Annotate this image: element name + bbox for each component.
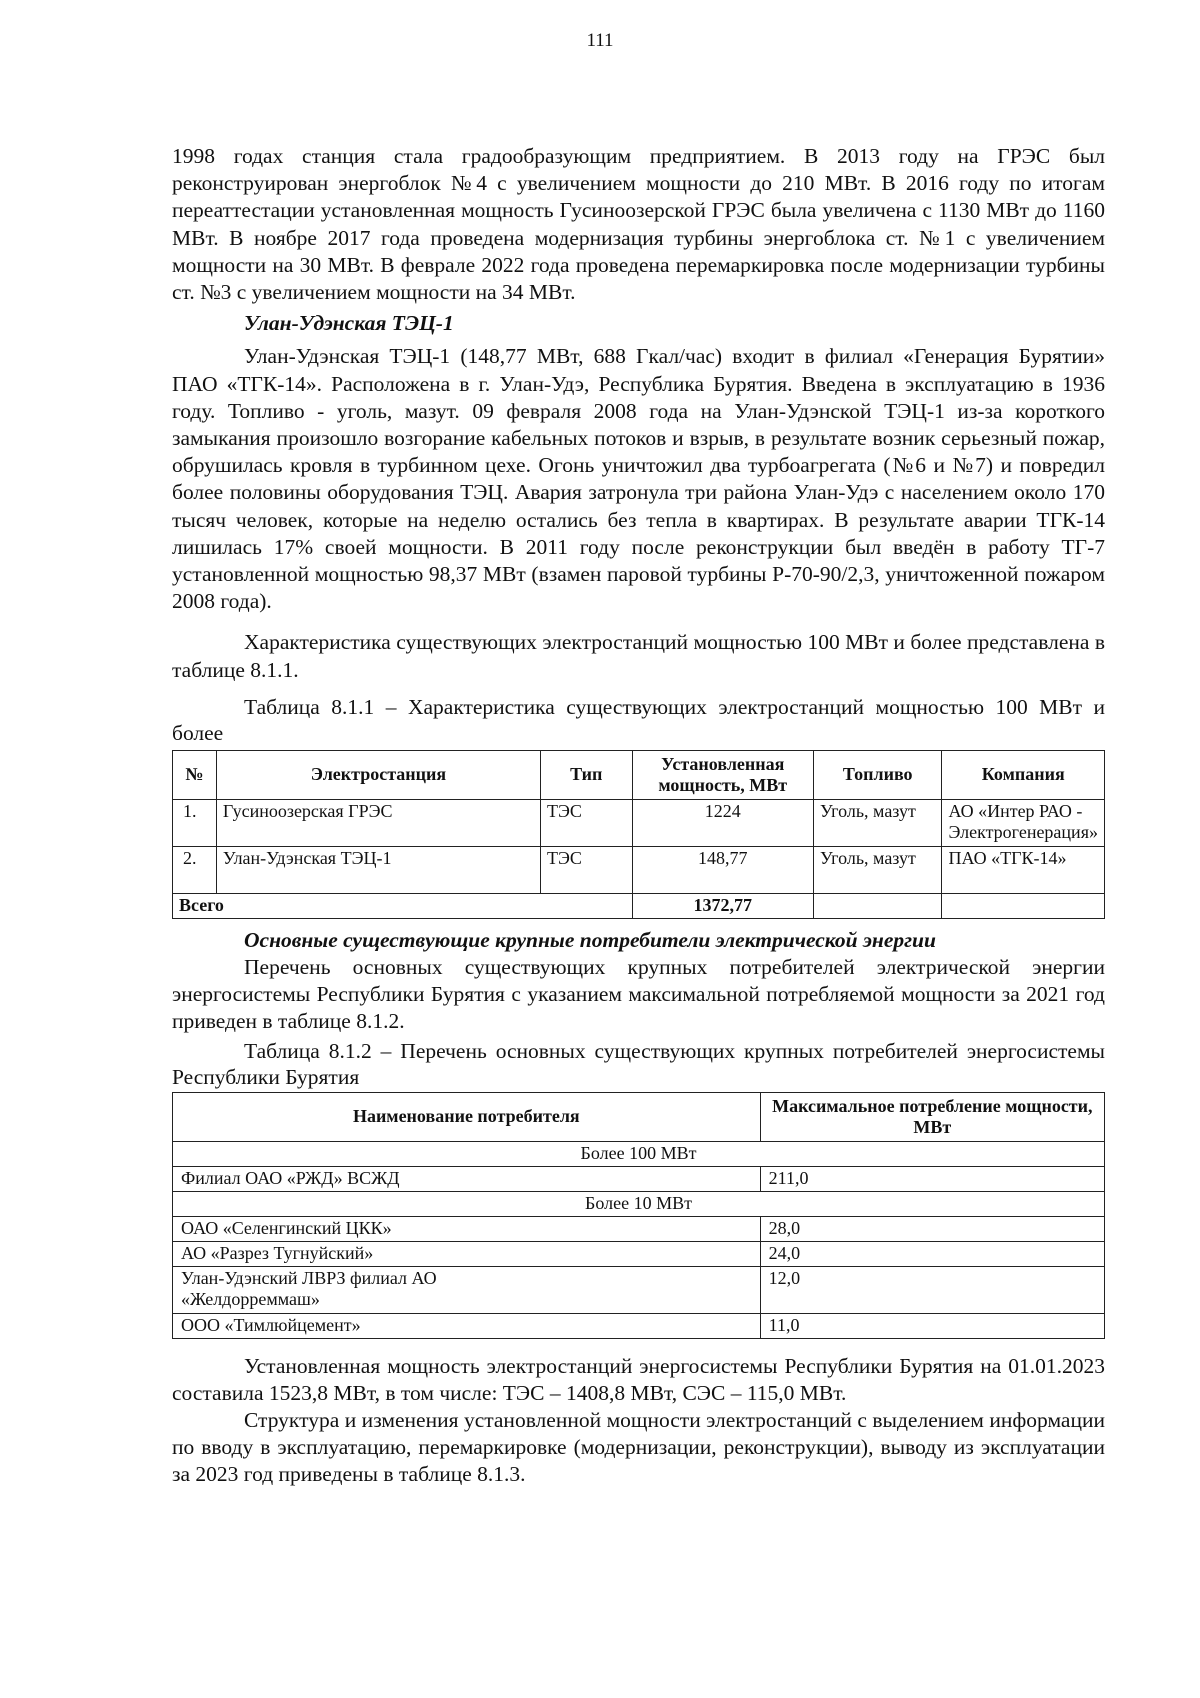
power-stations-table bbox=[172, 750, 1105, 919]
total-label: Всего bbox=[173, 893, 633, 918]
paragraph-tec-description: Улан-Удэнская ТЭЦ-1 (148,77 МВт, 688 Гкал/час) входит в филиал «Генерация Бурятии» ПАО «ТГК-14». Расположена в г. Улан-Удэ, Республика Бурятия. Введена в эксплуатацию в 1936 году. Топливо - уголь, мазут. 09 февраля 2008 года на Улан-Удэнской ТЭЦ-1 из-за короткого замыкания произошло возгорание кабельных потоков и взрыв, в результате возник серьезный пожар, обрушилась кровля в турбинном цехе. Огонь уничтожил два турбоагрегата (№6 и №7) и повредил более половины оборудования ТЭЦ. Авария затронула три района Улан-Удэ с населением около 170 тысяч человек, которые на неделю остались без тепла в квартирах. В результате аварии ТГК-14 лишилась 17% своей мощности. В 2011 году после реконструкции был введён в работу ТГ-7 установленной мощностью 98,37 МВт (взамен паровой турбины Р-70-90/2,3, уничтоженной пожаром 2008 года). bbox=[172, 344, 1105, 614]
paragraph-table1-reference: Характеристика существующих электростанций мощностью 100 МВт и более представлена в таблице 8.1.1. bbox=[172, 630, 1105, 682]
cell-consumer-value: 11,0 bbox=[760, 1313, 1104, 1338]
cell-consumer-value: 28,0 bbox=[760, 1216, 1104, 1241]
cell-consumer-name: ООО «Тимлюйцемент» bbox=[173, 1313, 761, 1338]
paragraph-structure-changes: Структура и изменения установленной мощности электростанций с выделением информации по вводу в эксплуатацию, перемаркировке (модернизации, реконструкции), выводу из эксплуатации за 2023 год приведены в таблице 8.1.3. bbox=[172, 1408, 1105, 1487]
table-row bbox=[173, 799, 1105, 846]
page-number: 111 bbox=[586, 30, 614, 51]
group-row bbox=[173, 1141, 1105, 1166]
header-consumer: Наименование потребителя bbox=[173, 1092, 761, 1141]
table-total-row bbox=[173, 893, 1105, 918]
header-company: Компания bbox=[942, 750, 1105, 799]
header-fuel: Топливо bbox=[814, 750, 942, 799]
header-capacity: Установленная мощность, МВт bbox=[632, 750, 813, 799]
section-heading-ulan-ude-tec: Улан-Удэнская ТЭЦ-1 bbox=[244, 311, 454, 336]
group-row bbox=[173, 1191, 1105, 1216]
table-row bbox=[173, 1266, 1105, 1313]
cell-company: ПАО «ТГК-14» bbox=[942, 846, 1105, 893]
table-row bbox=[173, 1216, 1105, 1241]
table-row bbox=[173, 1241, 1105, 1266]
header-num: № bbox=[173, 750, 217, 799]
document-body bbox=[172, 143, 1105, 1489]
cell-num: 1. bbox=[173, 799, 217, 846]
paragraph-intro: 1998 годах станция стала градообразующим предприятием. В 2013 году на ГРЭС был реконструирован энергоблок №4 с увеличением мощности до 210 МВт. В 2016 году по итогам переаттестации установленная мощность Гусиноозерской ГРЭС была увеличена с 1130 МВт до 1160 МВт. В ноябре 2017 года проведена модернизация турбины энергоблока ст. №1 с увеличением мощности на 30 МВт. В феврале 2022 года проведена перемаркировка после модернизации турбины ст. №3 с увеличением мощности на 34 МВт. bbox=[172, 144, 1105, 305]
total-empty-fuel bbox=[814, 893, 942, 918]
table-header-row bbox=[173, 1092, 1105, 1141]
cell-capacity: 1224 bbox=[632, 799, 813, 846]
header-max-power: Максимальное потребление мощности, МВт bbox=[760, 1092, 1104, 1141]
cell-consumer-name: Улан-Удэнский ЛВРЗ филиал АО «Желдорреммаш» bbox=[173, 1266, 761, 1313]
table-row bbox=[173, 1166, 1105, 1191]
cell-type: ТЭС bbox=[540, 846, 632, 893]
cell-consumer-value: 12,0 bbox=[760, 1266, 1104, 1313]
table2-caption: Таблица 8.1.2 – Перечень основных существующих крупных потребителей энергосистемы Республики Бурятия bbox=[172, 1038, 1105, 1089]
cell-fuel: Уголь, мазут bbox=[814, 799, 942, 846]
cell-station: Улан-Удэнская ТЭЦ-1 bbox=[216, 846, 540, 893]
cell-type: ТЭС bbox=[540, 799, 632, 846]
cell-consumer-value: 24,0 bbox=[760, 1241, 1104, 1266]
total-empty-company bbox=[942, 893, 1105, 918]
header-type: Тип bbox=[540, 750, 632, 799]
table-row bbox=[173, 1313, 1105, 1338]
cell-num: 2. bbox=[173, 846, 217, 893]
group-label: Более 10 МВт bbox=[173, 1191, 1105, 1216]
cell-consumer-name: АО «Разрез Тугнуйский» bbox=[173, 1241, 761, 1266]
group-label: Более 100 МВт bbox=[173, 1141, 1105, 1166]
table1-caption: Таблица 8.1.1 – Характеристика существующих электростанций мощностью 100 МВт и более bbox=[172, 694, 1105, 745]
cell-company: АО «Интер РАО - Электрогенерация» bbox=[942, 799, 1105, 846]
cell-station: Гусиноозерская ГРЭС bbox=[216, 799, 540, 846]
table-row bbox=[173, 846, 1105, 893]
cell-fuel: Уголь, мазут bbox=[814, 846, 942, 893]
paragraph-consumers: Перечень основных существующих крупных потребителей электрической энергии энергосистемы Республики Бурятия с указанием максимальной потребляемой мощности за 2021 год приведен в таблице 8.1.2. bbox=[172, 955, 1105, 1034]
cell-consumer-name: Филиал ОАО «РЖД» ВСЖД bbox=[173, 1166, 761, 1191]
consumers-table bbox=[172, 1092, 1105, 1339]
header-station: Электростанция bbox=[216, 750, 540, 799]
cell-consumer-value: 211,0 bbox=[760, 1166, 1104, 1191]
paragraph-installed-capacity: Установленная мощность электростанций энергосистемы Республики Бурятия на 01.01.2023 составила 1523,8 МВт, в том числе: ТЭС – 1408,8 МВт, СЭС – 115,0 МВт. bbox=[172, 1353, 1105, 1405]
section-heading-consumers: Основные существующие крупные потребители электрической энергии bbox=[244, 927, 936, 952]
total-capacity: 1372,77 bbox=[632, 893, 813, 918]
cell-capacity: 148,77 bbox=[632, 846, 813, 893]
cell-consumer-name: ОАО «Селенгинский ЦКК» bbox=[173, 1216, 761, 1241]
table-header-row bbox=[173, 750, 1105, 799]
